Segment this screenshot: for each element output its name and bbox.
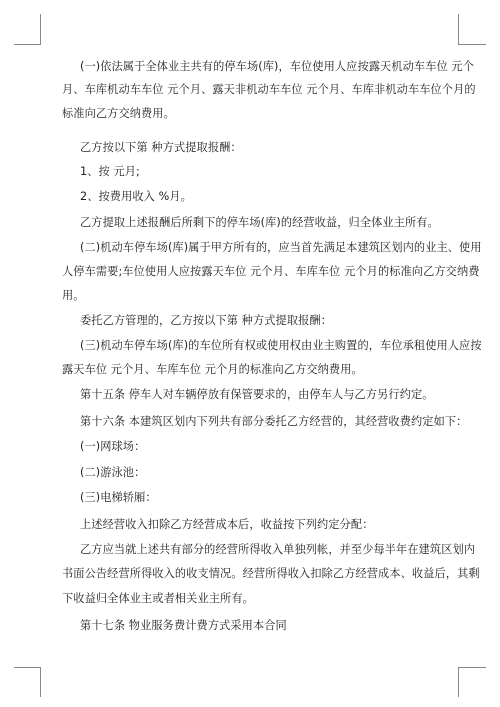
text-line: 第十六条 本建筑区划内下列共有部分委托乙方经营的，其经营收费约定如下： xyxy=(80,415,468,428)
crop-mark-bottom-right xyxy=(458,667,486,668)
crop-mark-bottom-left xyxy=(40,667,41,697)
text-line: (二)游泳池： xyxy=(80,466,146,479)
text-line: (三)电梯轿厢： xyxy=(80,491,157,504)
text-line: 人停车需要;车位使用人应按露天车位 元个月、车库车位 元个月的标准向乙方交纳费 xyxy=(62,265,480,278)
text-line: 第十五条 停车人对车辆停放有保管要求的，由停车人与乙方另行约定。 xyxy=(80,388,434,401)
text-line: (三)机动车停车场(库)的车位所有权或使用权由业主购置的，车位承租使用人应按 xyxy=(80,339,482,352)
text-line: 上述经营收入扣除乙方经营成本后，收益按下列约定分配： xyxy=(80,518,374,531)
text-line: (一)网球场： xyxy=(80,440,146,453)
crop-mark-bottom-right xyxy=(458,667,459,697)
text-line: 月、车库机动车车位 元个月、露天非机动车车位 元个月、车库非机动车车位个月的 xyxy=(62,83,476,96)
text-line: 露天车位 元个月、车库车位 元个月的标准向乙方交纳费用。 xyxy=(62,363,363,376)
text-line: 乙方提取上述报酬后所剩下的停车场(库)的经营收益，归全体业主所有。 xyxy=(80,216,439,229)
crop-mark-top-left xyxy=(40,14,41,44)
text-line: (二)机动车停车场(库)属于甲方所有的，应当首先满足本建筑区划内的业主、使用 xyxy=(80,241,482,254)
text-line: (一)依法属于全体业主共有的停车场(库)，车位使用人应按露天机动车车位 元个 xyxy=(80,60,475,73)
text-line: 书面公告经营所得收入的收支情况。经营所得收入扣除乙方经营成本、收益后，其剩 xyxy=(62,567,480,580)
crop-mark-bottom-left xyxy=(14,667,41,668)
text-line: 1、按 元月; xyxy=(80,165,140,178)
text-line: 用。 xyxy=(62,289,85,302)
crop-mark-top-left xyxy=(14,44,41,45)
crop-mark-top-right xyxy=(458,14,459,44)
text-line: 乙方应当就上述共有部分的经营所得收入单独列帐，并至少每半年在建筑区划内 xyxy=(80,543,476,556)
text-line: 乙方按以下第 种方式提取报酬： xyxy=(80,141,242,154)
text-line: 第十七条 物业服务费计费方式采用本合同 xyxy=(80,619,287,632)
crop-mark-top-right xyxy=(458,44,486,45)
text-line: 下收益归全体业主或者相关业主所有。 xyxy=(62,592,254,605)
text-line: 标准向乙方交纳费用。 xyxy=(62,107,175,120)
text-line: 委托乙方管理的，乙方按以下第 种方式提取报酬： xyxy=(80,314,332,327)
text-line: 2、按费用收入 %月。 xyxy=(80,190,192,203)
